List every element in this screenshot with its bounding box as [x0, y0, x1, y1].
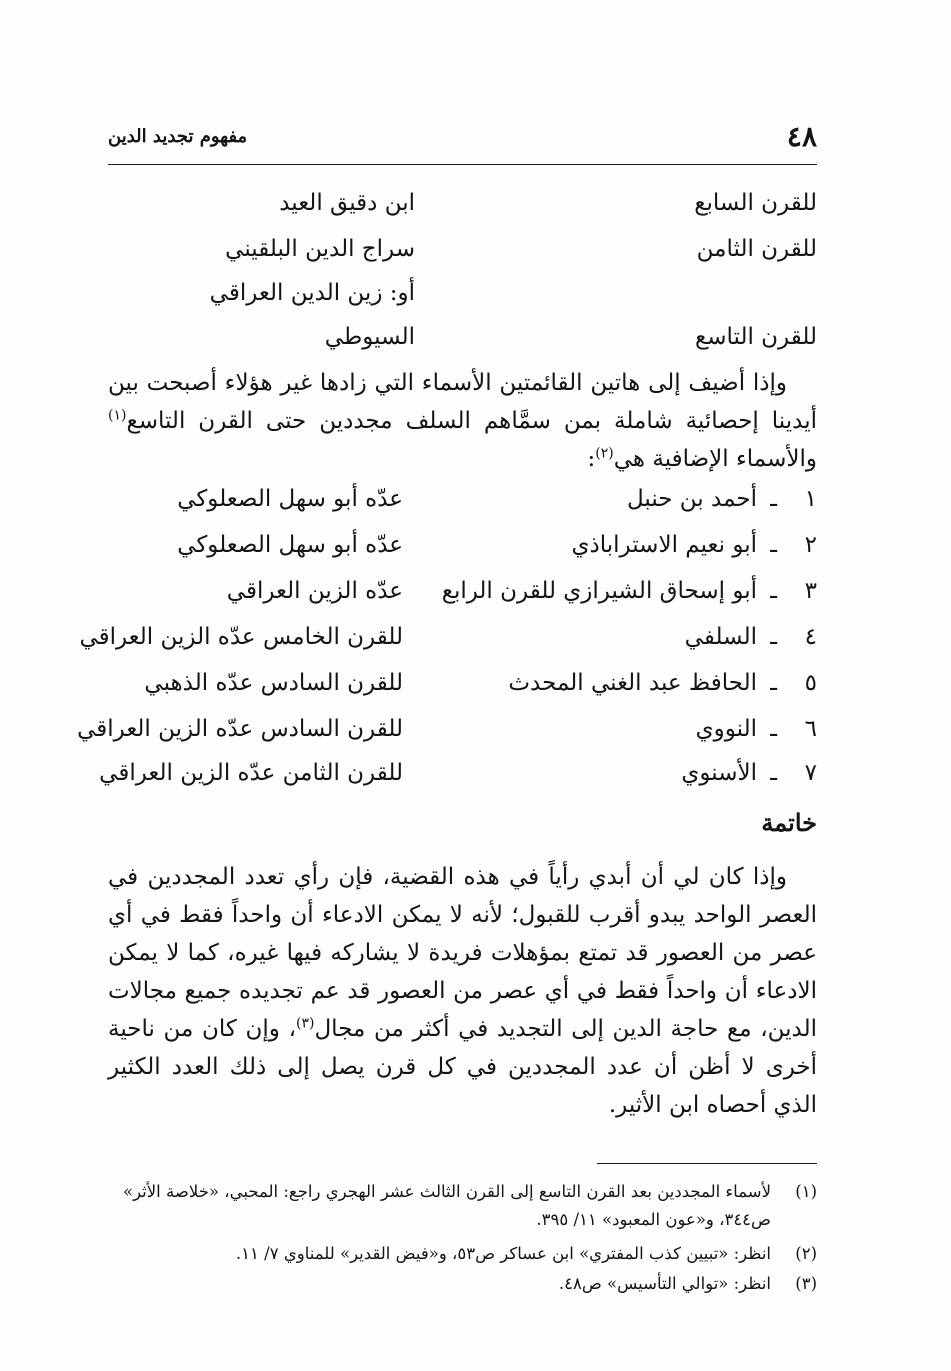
footnote — [108, 1270, 817, 1298]
item-note: للقرن السادس عدّه الزين العراقي — [77, 716, 403, 742]
item-number: ٦ — [804, 716, 817, 742]
footnote-number: (١) — [795, 1182, 817, 1201]
item-number: ٥ — [804, 670, 817, 696]
header-rule — [108, 164, 817, 165]
item-dash: ـ — [770, 760, 777, 786]
item-dash: ـ — [770, 486, 777, 512]
item-name: الأسنوي — [681, 760, 757, 786]
item-number: ٣ — [804, 578, 817, 604]
item-name: السلفي — [684, 624, 757, 650]
running-title: مفهوم تجديد الدين — [108, 126, 248, 147]
item-name: أحمد بن حنبل — [626, 486, 757, 512]
footnote-ref-2[interactable]: (٢) — [595, 445, 614, 462]
century-label: للقرن السابع — [694, 190, 817, 216]
footnote-number: (٣) — [795, 1274, 817, 1293]
item-dash: ـ — [770, 624, 777, 650]
item-dash: ـ — [770, 578, 777, 604]
footnote — [108, 1240, 817, 1268]
renewer-name: ابن دقيق العيد — [279, 190, 415, 216]
intro-text: وإذا أضيف إلى هاتين القائمتين الأسماء التي زادها غير هؤلاء أصبحت بين أيدينا إحصائية شاملة بمن سمَّاهم السلف مجددين حتى القرن التاسع — [108, 370, 817, 434]
century-label: للقرن الثامن — [696, 236, 817, 262]
list-item — [79, 624, 817, 666]
century-row — [108, 236, 817, 278]
footnote-text: انظر: «توالي التأسيس» ص٤٨. — [558, 1274, 771, 1293]
intro-text: والأسماء الإضافية هي — [613, 446, 817, 472]
page-header — [108, 120, 817, 160]
item-note: عدّه أبو سهل الصعلوكي — [177, 532, 403, 558]
section-heading: خاتمة — [761, 808, 817, 837]
list-item — [77, 716, 817, 758]
footnote — [108, 1178, 817, 1234]
footnote-text: لأسماء المجددين بعد القرن التاسع إلى القرن الثالث عشر الهجري راجع: المحبي، «خلاصة الأثر» ص٣٤٤، و«عون المعبود» ١١/ ٣٩٥. — [122, 1182, 771, 1229]
list-item — [108, 670, 817, 712]
item-number: ٢ — [804, 532, 817, 558]
century-row — [108, 324, 817, 366]
renewer-name: سراج الدين البلقيني — [225, 236, 415, 262]
conclusion-paragraph — [108, 858, 817, 1124]
century-row-alt — [108, 280, 817, 322]
list-item — [108, 578, 817, 620]
item-number: ١ — [804, 486, 817, 512]
item-note: للقرن الخامس عدّه الزين العراقي — [79, 624, 403, 650]
footnote-ref-1[interactable]: (١) — [108, 407, 127, 424]
renewer-name: السيوطي — [324, 324, 415, 350]
item-dash: ـ — [770, 532, 777, 558]
list-item — [99, 760, 817, 802]
footnote-rule — [597, 1163, 817, 1164]
intro-paragraph — [108, 364, 817, 478]
footnote-text: انظر: «تبيين كذب المفتري» ابن عساكر ص٥٣، و«فيض القدير» للمناوي ٧/ ١١. — [235, 1244, 771, 1263]
century-row — [108, 190, 817, 232]
page-number: ٤٨ — [786, 120, 817, 153]
item-name: أبو نعيم الاستراباذي — [571, 532, 757, 558]
list-item — [108, 486, 817, 528]
item-note: للقرن الثامن عدّه الزين العراقي — [99, 760, 403, 786]
conclusion-text: وإذا كان لي أن أبدي رأياً في هذه القضية، فإن رأي تعدد المجددين في العصر الواحد يبدو أقرب للقبول؛ لأنه لا يمكن الادعاء أن واحداً فقط في أي عصر من العصور قد تمتع بمؤهلات فريدة لا يشاركه فيها غيره، كما لا يمكن الادعاء أن واحداً فقط في أي عصر من العصور قد عم تجديده جميع مجالات الدين، مع حاجة الدين إلى التجديد في أكثر من مجال — [108, 864, 818, 1042]
conclusion-text: ، وإن كان من ناحية أخرى لا أظن أن عدد المجددين في كل قرن يصل إلى ذلك العدد الكثير الذي أحصاه ابن الأثير. — [108, 1016, 817, 1118]
renewer-name-alternative: أو: زين الدين العراقي — [209, 280, 415, 306]
item-name: النووي — [695, 716, 757, 742]
item-note: عدّه أبو سهل الصعلوكي — [177, 486, 403, 512]
century-label: للقرن التاسع — [694, 324, 817, 350]
item-name: الحافظ عبد الغني المحدث — [508, 670, 757, 696]
item-number: ٤ — [804, 624, 817, 650]
item-dash: ـ — [770, 716, 777, 742]
item-name: أبو إسحاق الشيرازي للقرن الرابع — [441, 578, 757, 604]
footnote-number: (٢) — [795, 1244, 817, 1263]
item-dash: ـ — [770, 670, 777, 696]
footnote-ref-3[interactable]: (٣) — [296, 1015, 315, 1032]
item-note: عدّه الزين العراقي — [226, 578, 403, 604]
list-item — [108, 532, 817, 574]
item-note: للقرن السادس عدّه الذهبي — [144, 670, 403, 696]
item-number: ٧ — [804, 760, 817, 786]
intro-text: : — [587, 446, 596, 472]
